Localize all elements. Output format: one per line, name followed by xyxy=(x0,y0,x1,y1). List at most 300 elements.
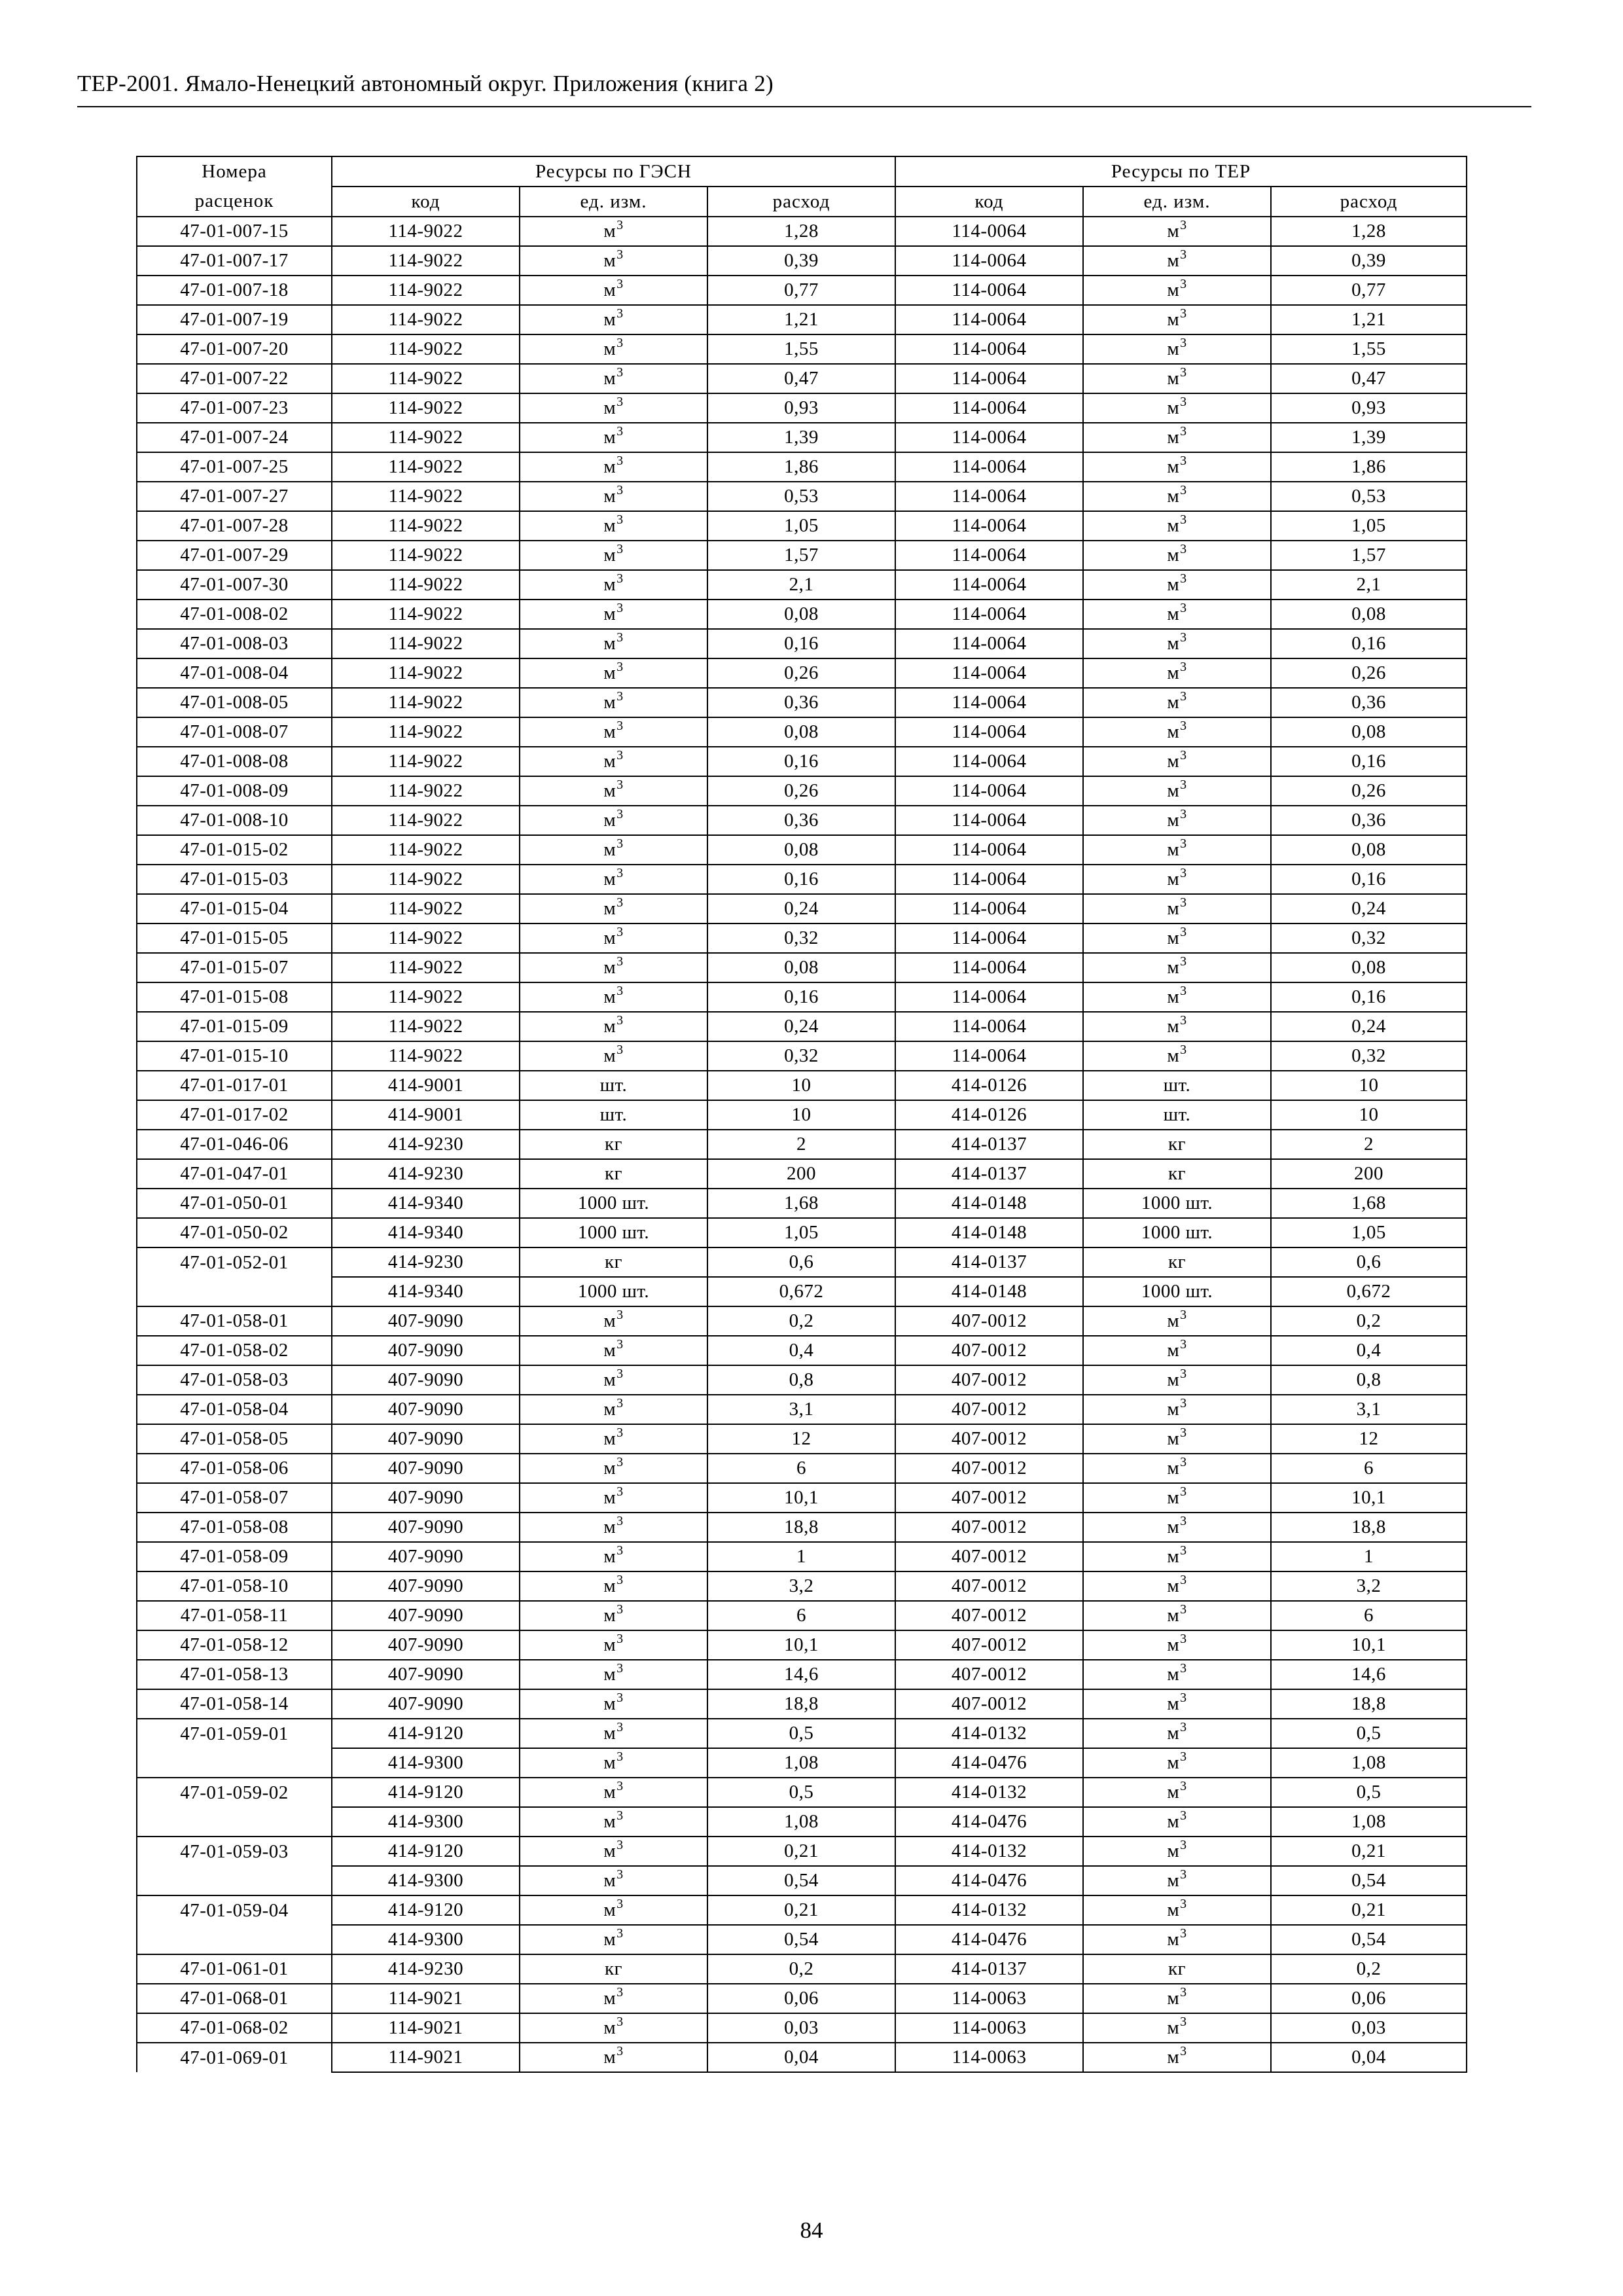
ter-amount-cell: 0,32 xyxy=(1271,1041,1467,1071)
ter-code-cell: 414-0137 xyxy=(895,1247,1083,1277)
unit-exponent: 3 xyxy=(1180,925,1187,939)
table-row xyxy=(137,1984,1467,2013)
ter-amount-cell: 0,54 xyxy=(1271,1866,1467,1895)
rate-number-cell: 47-01-008-10 xyxy=(137,806,332,835)
table-row xyxy=(137,1189,1467,1218)
gesn-unit-cell: $м^3$ xyxy=(520,924,707,953)
gesn-amount-cell: 1,21 xyxy=(707,305,895,334)
gesn-unit-cell: $м^3$ xyxy=(520,629,707,658)
ter-code-cell: 407-0012 xyxy=(895,1660,1083,1689)
gesn-code-cell: 114-9022 xyxy=(332,1012,520,1041)
ter-code-cell: 114-0064 xyxy=(895,217,1083,246)
gesn-code-cell: 407-9090 xyxy=(332,1601,520,1630)
rate-number-cell: 47-01-059-01 xyxy=(137,1719,332,1748)
table-row xyxy=(137,1748,1467,1778)
rate-number-cell: 47-01-058-07 xyxy=(137,1483,332,1513)
ter-amount-cell: 0,16 xyxy=(1271,747,1467,776)
gesn-amount-cell: 10,1 xyxy=(707,1630,895,1660)
gesn-unit-cell: $м^3$ xyxy=(520,1542,707,1571)
gesn-amount-cell: 0,26 xyxy=(707,658,895,688)
ter-unit-cell: кг xyxy=(1083,1954,1271,1984)
ter-code-cell: 407-0012 xyxy=(895,1601,1083,1630)
gesn-unit-cell: $м^3$ xyxy=(520,658,707,688)
unit-exponent: 3 xyxy=(616,1838,624,1852)
gesn-amount-cell: 0,08 xyxy=(707,835,895,865)
ter-unit-cell: $м^3$ xyxy=(1083,1689,1271,1719)
ter-code-cell: 114-0063 xyxy=(895,2013,1083,2043)
gesn-code-cell: 407-9090 xyxy=(332,1630,520,1660)
gesn-code-cell: 114-9022 xyxy=(332,541,520,570)
ter-code-cell: 114-0064 xyxy=(895,982,1083,1012)
ter-unit-cell: $м^3$ xyxy=(1083,1571,1271,1601)
unit-exponent: 3 xyxy=(616,1514,624,1528)
ter-unit-cell: $м^3$ xyxy=(1083,246,1271,276)
ter-code-cell: 114-0064 xyxy=(895,1012,1083,1041)
gesn-code-cell: 407-9090 xyxy=(332,1306,520,1336)
ter-amount-cell: 0,4 xyxy=(1271,1336,1467,1365)
unit-exponent: 3 xyxy=(1180,1632,1187,1646)
gesn-amount-cell: 0,04 xyxy=(707,2043,895,2072)
gesn-code-cell: 114-9022 xyxy=(332,482,520,511)
ter-amount-cell: 0,16 xyxy=(1271,982,1467,1012)
table-row xyxy=(137,747,1467,776)
unit-exponent: 3 xyxy=(616,1543,624,1558)
gesn-code-cell: 114-9022 xyxy=(332,334,520,364)
ter-code-cell: 407-0012 xyxy=(895,1483,1083,1513)
gesn-code-cell: 414-9230 xyxy=(332,1954,520,1984)
gesn-amount-cell: 0,6 xyxy=(707,1247,895,1277)
rate-number-cell: 47-01-061-01 xyxy=(137,1954,332,1984)
ter-code-cell: 407-0012 xyxy=(895,1306,1083,1336)
ter-code-cell: 414-0148 xyxy=(895,1189,1083,1218)
rate-number-cell: 47-01-007-25 xyxy=(137,452,332,482)
gesn-code-cell: 414-9300 xyxy=(332,1866,520,1895)
unit-exponent: 3 xyxy=(616,1013,624,1028)
gesn-code-cell: 407-9090 xyxy=(332,1689,520,1719)
ter-code-cell: 414-0137 xyxy=(895,1130,1083,1159)
rate-number-cell: 47-01-007-23 xyxy=(137,393,332,423)
unit-exponent: 3 xyxy=(616,660,624,674)
column-header-gesn-unit: ед. изм. xyxy=(520,187,707,217)
ter-amount-cell: 0,16 xyxy=(1271,865,1467,894)
ter-code-cell: 414-0137 xyxy=(895,1159,1083,1189)
gesn-code-cell: 114-9022 xyxy=(332,835,520,865)
gesn-code-cell: 114-9022 xyxy=(332,276,520,305)
gesn-unit-cell: 1000 шт. xyxy=(520,1218,707,1247)
gesn-amount-cell: 0,24 xyxy=(707,1012,895,1041)
ter-amount-cell: 0,93 xyxy=(1271,393,1467,423)
gesn-unit-cell: $м^3$ xyxy=(520,334,707,364)
ter-unit-cell: $м^3$ xyxy=(1083,924,1271,953)
ter-amount-cell: 6 xyxy=(1271,1454,1467,1483)
gesn-unit-cell: $м^3$ xyxy=(520,1660,707,1689)
ter-code-cell: 407-0012 xyxy=(895,1542,1083,1571)
ter-code-cell: 114-0064 xyxy=(895,334,1083,364)
gesn-code-cell: 414-9300 xyxy=(332,1748,520,1778)
ter-unit-cell: $м^3$ xyxy=(1083,334,1271,364)
table-row xyxy=(137,1571,1467,1601)
gesn-unit-cell: $м^3$ xyxy=(520,570,707,600)
gesn-code-cell: 414-9001 xyxy=(332,1071,520,1100)
unit-exponent: 3 xyxy=(1180,1691,1187,1705)
unit-exponent: 3 xyxy=(616,719,624,733)
gesn-unit-cell: $м^3$ xyxy=(520,835,707,865)
ter-amount-cell: 0,21 xyxy=(1271,1895,1467,1925)
unit-exponent: 3 xyxy=(616,1455,624,1469)
table-row xyxy=(137,688,1467,717)
column-header-rates-line2: расценок xyxy=(137,187,332,217)
unit-exponent: 3 xyxy=(616,1808,624,1823)
ter-code-cell: 407-0012 xyxy=(895,1336,1083,1365)
table-row xyxy=(137,1513,1467,1542)
ter-code-cell: 407-0012 xyxy=(895,1424,1083,1454)
ter-code-cell: 407-0012 xyxy=(895,1571,1083,1601)
ter-amount-cell: 0,08 xyxy=(1271,835,1467,865)
ter-unit-cell: кг xyxy=(1083,1247,1271,1277)
rate-number-cell: 47-01-015-05 xyxy=(137,924,332,953)
ter-amount-cell: 200 xyxy=(1271,1159,1467,1189)
column-header-ter-amount: расход xyxy=(1271,187,1467,217)
gesn-amount-cell: 0,54 xyxy=(707,1925,895,1954)
rate-number-cell xyxy=(137,1925,332,1954)
ter-amount-cell: 1,21 xyxy=(1271,305,1467,334)
gesn-unit-cell: $м^3$ xyxy=(520,1689,707,1719)
gesn-unit-cell: $м^3$ xyxy=(520,1778,707,1807)
gesn-unit-cell: шт. xyxy=(520,1071,707,1100)
unit-exponent: 3 xyxy=(1180,719,1187,733)
ter-unit-cell: $м^3$ xyxy=(1083,658,1271,688)
gesn-code-cell: 414-9230 xyxy=(332,1159,520,1189)
ter-code-cell: 414-0126 xyxy=(895,1100,1083,1130)
ter-amount-cell: 0,06 xyxy=(1271,1984,1467,2013)
rate-number-cell: 47-01-007-19 xyxy=(137,305,332,334)
unit-exponent: 3 xyxy=(1180,424,1187,439)
gesn-amount-cell: 14,6 xyxy=(707,1660,895,1689)
unit-exponent: 3 xyxy=(1180,984,1187,998)
unit-exponent: 3 xyxy=(1180,807,1187,821)
unit-exponent: 3 xyxy=(1180,630,1187,645)
table-row xyxy=(137,1454,1467,1483)
ter-amount-cell: 0,39 xyxy=(1271,246,1467,276)
rate-number-cell: 47-01-007-27 xyxy=(137,482,332,511)
column-group-ter: Ресурсы по ТЕР xyxy=(895,156,1467,187)
page-header-title: ТЕР-2001. Ямало-Ненецкий автономный округ. Приложения (книга 2) xyxy=(77,71,774,96)
unit-exponent: 3 xyxy=(616,778,624,792)
ter-amount-cell: 0,08 xyxy=(1271,600,1467,629)
table-row xyxy=(137,1041,1467,1071)
ter-code-cell: 114-0063 xyxy=(895,2043,1083,2072)
ter-amount-cell: 0,24 xyxy=(1271,894,1467,924)
unit-exponent: 3 xyxy=(1180,247,1187,262)
unit-exponent: 3 xyxy=(1180,277,1187,291)
unit-exponent: 3 xyxy=(616,1573,624,1587)
ter-amount-cell: 1,05 xyxy=(1271,1218,1467,1247)
unit-exponent: 3 xyxy=(616,895,624,910)
gesn-code-cell: 414-9300 xyxy=(332,1807,520,1837)
table-row xyxy=(137,423,1467,452)
unit-exponent: 3 xyxy=(1180,1926,1187,1941)
table-subheader-row xyxy=(137,187,1467,217)
ter-unit-cell: $м^3$ xyxy=(1083,1513,1271,1542)
gesn-code-cell: 414-9230 xyxy=(332,1130,520,1159)
unit-exponent: 3 xyxy=(616,2044,624,2058)
unit-exponent: 3 xyxy=(616,866,624,880)
gesn-amount-cell: 3,1 xyxy=(707,1395,895,1424)
rate-number-cell: 47-01-069-01 xyxy=(137,2043,332,2072)
ter-code-cell: 414-0126 xyxy=(895,1071,1083,1100)
ter-unit-cell: кг xyxy=(1083,1130,1271,1159)
table-row xyxy=(137,452,1467,482)
ter-code-cell: 114-0064 xyxy=(895,658,1083,688)
rate-number-cell xyxy=(137,1807,332,1837)
gesn-code-cell: 407-9090 xyxy=(332,1454,520,1483)
unit-exponent: 3 xyxy=(616,247,624,262)
table-body xyxy=(137,217,1467,2072)
gesn-code-cell: 114-9022 xyxy=(332,982,520,1012)
gesn-code-cell: 114-9022 xyxy=(332,393,520,423)
gesn-code-cell: 114-9022 xyxy=(332,217,520,246)
gesn-unit-cell: $м^3$ xyxy=(520,393,707,423)
ter-code-cell: 114-0064 xyxy=(895,629,1083,658)
gesn-unit-cell: $м^3$ xyxy=(520,1630,707,1660)
gesn-amount-cell: 0,672 xyxy=(707,1277,895,1306)
table-row xyxy=(137,1778,1467,1807)
gesn-amount-cell: 0,2 xyxy=(707,1306,895,1336)
unit-exponent: 3 xyxy=(616,306,624,321)
table-row xyxy=(137,364,1467,393)
unit-exponent: 3 xyxy=(616,836,624,851)
table-row xyxy=(137,629,1467,658)
ter-code-cell: 114-0064 xyxy=(895,541,1083,570)
rate-number-cell: 47-01-007-29 xyxy=(137,541,332,570)
gesn-code-cell: 407-9090 xyxy=(332,1336,520,1365)
gesn-unit-cell: $м^3$ xyxy=(520,423,707,452)
unit-exponent: 3 xyxy=(1180,1573,1187,1587)
gesn-unit-cell: кг xyxy=(520,1130,707,1159)
gesn-unit-cell: $м^3$ xyxy=(520,217,707,246)
unit-exponent: 3 xyxy=(616,1426,624,1440)
ter-unit-cell: $м^3$ xyxy=(1083,393,1271,423)
unit-exponent: 3 xyxy=(1180,748,1187,762)
gesn-unit-cell: $м^3$ xyxy=(520,511,707,541)
ter-amount-cell: 0,54 xyxy=(1271,1925,1467,1954)
ter-code-cell: 414-0476 xyxy=(895,1866,1083,1895)
gesn-amount-cell: 3,2 xyxy=(707,1571,895,1601)
rate-number-cell: 47-01-007-18 xyxy=(137,276,332,305)
ter-code-cell: 114-0064 xyxy=(895,452,1083,482)
ter-amount-cell: 18,8 xyxy=(1271,1513,1467,1542)
gesn-unit-cell: $м^3$ xyxy=(520,1719,707,1748)
gesn-code-cell: 407-9090 xyxy=(332,1424,520,1454)
unit-exponent: 3 xyxy=(616,512,624,527)
gesn-code-cell: 407-9090 xyxy=(332,1513,520,1542)
unit-exponent: 3 xyxy=(1180,1897,1187,1911)
ter-unit-cell: $м^3$ xyxy=(1083,1483,1271,1513)
ter-code-cell: 414-0132 xyxy=(895,1895,1083,1925)
rate-number-cell: 47-01-015-02 xyxy=(137,835,332,865)
ter-unit-cell: $м^3$ xyxy=(1083,541,1271,570)
unit-exponent: 3 xyxy=(1180,218,1187,232)
ter-code-cell: 407-0012 xyxy=(895,1365,1083,1395)
unit-exponent: 3 xyxy=(1180,660,1187,674)
unit-exponent: 3 xyxy=(1180,1808,1187,1823)
table-row xyxy=(137,865,1467,894)
unit-exponent: 3 xyxy=(616,1043,624,1057)
unit-exponent: 3 xyxy=(1180,2015,1187,2029)
gesn-code-cell: 114-9022 xyxy=(332,364,520,393)
gesn-amount-cell: 0,53 xyxy=(707,482,895,511)
resource-mapping-table xyxy=(136,156,1467,2073)
rate-number-cell: 47-01-050-02 xyxy=(137,1218,332,1247)
gesn-code-cell: 114-9022 xyxy=(332,894,520,924)
unit-exponent: 3 xyxy=(616,807,624,821)
table-row xyxy=(137,1866,1467,1895)
table-row xyxy=(137,1247,1467,1277)
gesn-amount-cell: 18,8 xyxy=(707,1689,895,1719)
unit-exponent: 3 xyxy=(1180,306,1187,321)
rate-number-cell: 47-01-007-20 xyxy=(137,334,332,364)
gesn-amount-cell: 0,39 xyxy=(707,246,895,276)
unit-exponent: 3 xyxy=(1180,1543,1187,1558)
ter-unit-cell: $м^3$ xyxy=(1083,217,1271,246)
rate-number-cell: 47-01-017-02 xyxy=(137,1100,332,1130)
gesn-code-cell: 414-9120 xyxy=(332,1837,520,1866)
ter-code-cell: 114-0064 xyxy=(895,953,1083,982)
ter-code-cell: 114-0064 xyxy=(895,393,1083,423)
ter-code-cell: 407-0012 xyxy=(895,1689,1083,1719)
gesn-amount-cell: 1 xyxy=(707,1542,895,1571)
ter-amount-cell: 0,47 xyxy=(1271,364,1467,393)
table-row xyxy=(137,1837,1467,1866)
gesn-amount-cell: 1,86 xyxy=(707,452,895,482)
gesn-unit-cell: 1000 шт. xyxy=(520,1277,707,1306)
gesn-code-cell: 407-9090 xyxy=(332,1395,520,1424)
ter-unit-cell: шт. xyxy=(1083,1071,1271,1100)
table-row xyxy=(137,1925,1467,1954)
gesn-amount-cell: 10 xyxy=(707,1100,895,1130)
rate-number-cell: 47-01-015-04 xyxy=(137,894,332,924)
table-row xyxy=(137,717,1467,747)
unit-exponent: 3 xyxy=(1180,1043,1187,1057)
gesn-amount-cell: 0,08 xyxy=(707,600,895,629)
unit-exponent: 3 xyxy=(616,2015,624,2029)
gesn-unit-cell: $м^3$ xyxy=(520,1454,707,1483)
unit-exponent: 3 xyxy=(616,571,624,586)
ter-amount-cell: 2 xyxy=(1271,1130,1467,1159)
gesn-amount-cell: 0,8 xyxy=(707,1365,895,1395)
gesn-amount-cell: 18,8 xyxy=(707,1513,895,1542)
unit-exponent: 3 xyxy=(1180,1455,1187,1469)
gesn-amount-cell: 1,05 xyxy=(707,1218,895,1247)
gesn-unit-cell: $м^3$ xyxy=(520,2043,707,2072)
gesn-code-cell: 114-9022 xyxy=(332,452,520,482)
rate-number-cell: 47-01-008-05 xyxy=(137,688,332,717)
gesn-amount-cell: 0,77 xyxy=(707,276,895,305)
unit-exponent: 3 xyxy=(1180,1514,1187,1528)
gesn-unit-cell: 1000 шт. xyxy=(520,1189,707,1218)
gesn-amount-cell: 0,24 xyxy=(707,894,895,924)
ter-unit-cell: $м^3$ xyxy=(1083,1778,1271,1807)
ter-amount-cell: 14,6 xyxy=(1271,1660,1467,1689)
gesn-code-cell: 414-9001 xyxy=(332,1100,520,1130)
ter-amount-cell: 0,21 xyxy=(1271,1837,1467,1866)
gesn-unit-cell: $м^3$ xyxy=(520,1601,707,1630)
ter-unit-cell: $м^3$ xyxy=(1083,1837,1271,1866)
unit-exponent: 3 xyxy=(616,925,624,939)
gesn-amount-cell: 0,5 xyxy=(707,1719,895,1748)
unit-exponent: 3 xyxy=(616,277,624,291)
column-header-ter-code: код xyxy=(895,187,1083,217)
ter-amount-cell: 0,08 xyxy=(1271,717,1467,747)
table-row xyxy=(137,2043,1467,2072)
gesn-code-cell: 114-9022 xyxy=(332,511,520,541)
ter-code-cell: 414-0148 xyxy=(895,1277,1083,1306)
unit-exponent: 3 xyxy=(1180,866,1187,880)
ter-code-cell: 114-0064 xyxy=(895,364,1083,393)
gesn-unit-cell: $м^3$ xyxy=(520,482,707,511)
rate-number-cell: 47-01-015-08 xyxy=(137,982,332,1012)
ter-unit-cell: $м^3$ xyxy=(1083,2013,1271,2043)
unit-exponent: 3 xyxy=(1180,1867,1187,1882)
unit-exponent: 3 xyxy=(616,1926,624,1941)
ter-unit-cell: $м^3$ xyxy=(1083,747,1271,776)
rate-number-cell: 47-01-007-22 xyxy=(137,364,332,393)
ter-unit-cell: $м^3$ xyxy=(1083,1748,1271,1778)
unit-exponent: 3 xyxy=(616,542,624,556)
gesn-amount-cell: 6 xyxy=(707,1601,895,1630)
gesn-unit-cell: шт. xyxy=(520,1100,707,1130)
rate-number-cell: 47-01-058-08 xyxy=(137,1513,332,1542)
gesn-code-cell: 114-9022 xyxy=(332,717,520,747)
rate-number-cell: 47-01-058-10 xyxy=(137,1571,332,1601)
gesn-unit-cell: $м^3$ xyxy=(520,1365,707,1395)
ter-code-cell: 114-0064 xyxy=(895,600,1083,629)
gesn-code-cell: 414-9230 xyxy=(332,1247,520,1277)
column-header-ter-unit: ед. изм. xyxy=(1083,187,1271,217)
ter-unit-cell: $м^3$ xyxy=(1083,452,1271,482)
table-row xyxy=(137,1424,1467,1454)
table-row xyxy=(137,1660,1467,1689)
ter-amount-cell: 0,32 xyxy=(1271,924,1467,953)
table-row xyxy=(137,305,1467,334)
gesn-code-cell: 407-9090 xyxy=(332,1571,520,1601)
ter-amount-cell: 3,2 xyxy=(1271,1571,1467,1601)
rate-number-cell: 47-01-058-04 xyxy=(137,1395,332,1424)
unit-exponent: 3 xyxy=(616,1897,624,1911)
table-row xyxy=(137,1954,1467,1984)
ter-amount-cell: 1,86 xyxy=(1271,452,1467,482)
table-row xyxy=(137,1130,1467,1159)
gesn-code-cell: 414-9340 xyxy=(332,1189,520,1218)
ter-unit-cell: шт. xyxy=(1083,1100,1271,1130)
gesn-code-cell: 414-9120 xyxy=(332,1719,520,1748)
unit-exponent: 3 xyxy=(616,1484,624,1499)
gesn-unit-cell: $м^3$ xyxy=(520,1748,707,1778)
unit-exponent: 3 xyxy=(1180,512,1187,527)
gesn-amount-cell: 10,1 xyxy=(707,1483,895,1513)
ter-amount-cell: 1,55 xyxy=(1271,334,1467,364)
ter-code-cell: 114-0064 xyxy=(895,835,1083,865)
gesn-code-cell: 114-9022 xyxy=(332,629,520,658)
ter-unit-cell: 1000 шт. xyxy=(1083,1277,1271,1306)
rate-number-cell: 47-01-008-04 xyxy=(137,658,332,688)
gesn-amount-cell: 1,08 xyxy=(707,1748,895,1778)
gesn-unit-cell: $м^3$ xyxy=(520,953,707,982)
ter-unit-cell: $м^3$ xyxy=(1083,1306,1271,1336)
ter-amount-cell: 0,5 xyxy=(1271,1719,1467,1748)
table-row xyxy=(137,1100,1467,1130)
ter-amount-cell: 10,1 xyxy=(1271,1483,1467,1513)
